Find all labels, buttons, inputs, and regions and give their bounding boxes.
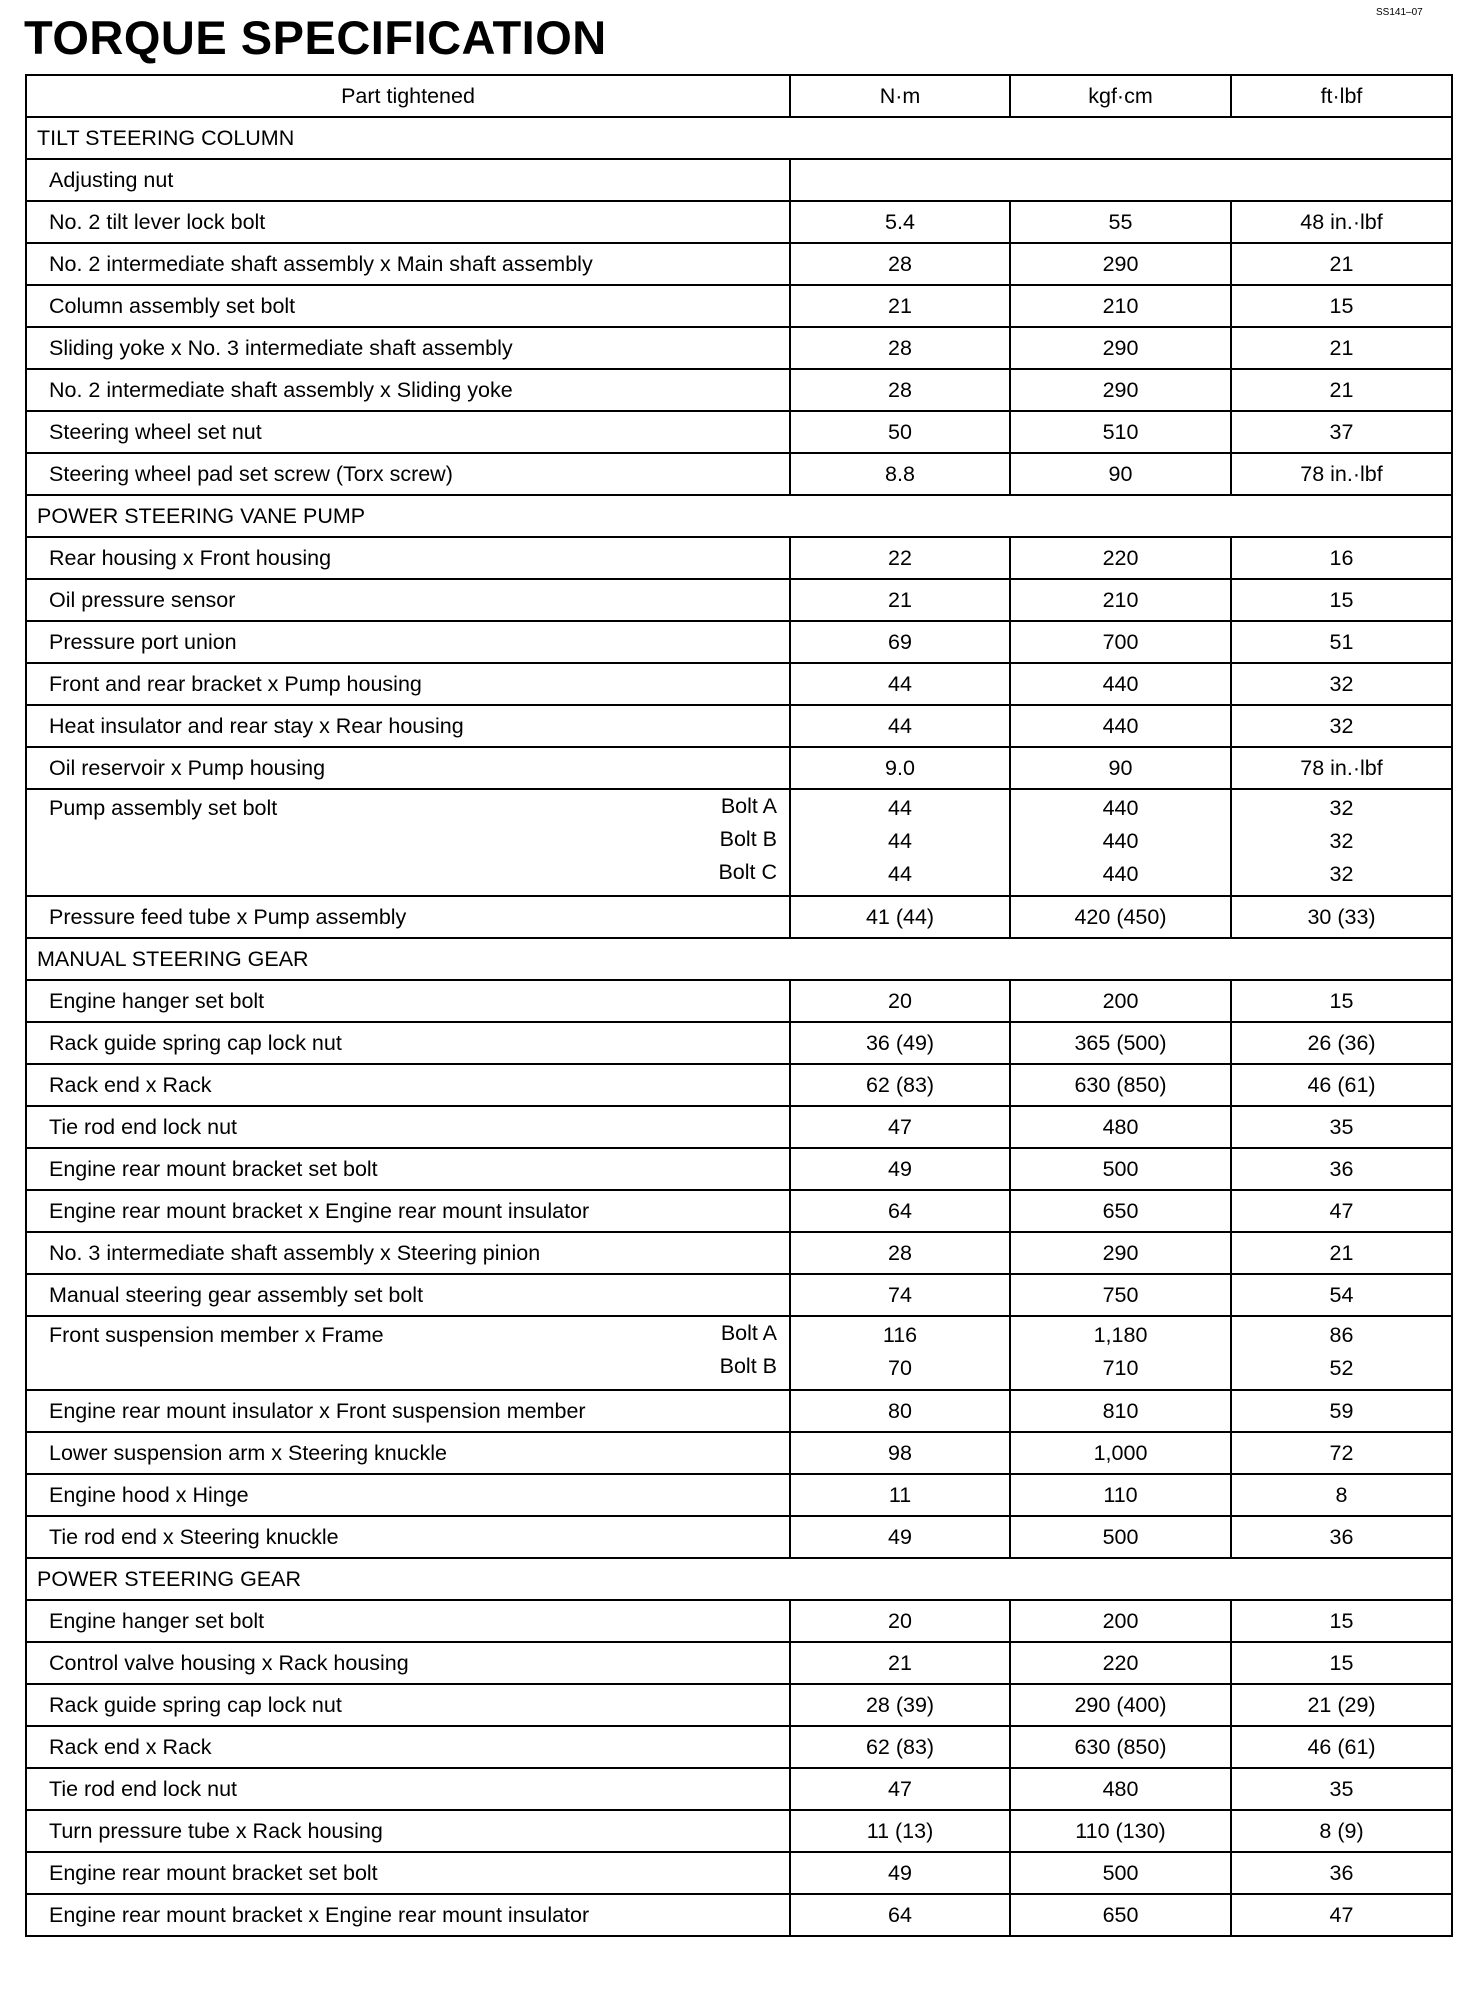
table-row: [26, 453, 1452, 495]
value-kgf: 210: [1010, 579, 1231, 621]
part-name: Tie rod end lock nut: [26, 1768, 790, 1810]
part-name: Engine hood x Hinge: [26, 1474, 790, 1516]
value-ft: 15: [1231, 1600, 1452, 1642]
value-kgf: 200: [1010, 1600, 1231, 1642]
value-ft: 15: [1231, 980, 1452, 1022]
value-nm: 44: [790, 663, 1010, 705]
value-ft: 21: [1231, 1232, 1452, 1274]
value-kgf: 200: [1010, 980, 1231, 1022]
table-row: [26, 1600, 1452, 1642]
value-ft: 35: [1231, 1768, 1452, 1810]
value-nm: 62 (83): [790, 1726, 1010, 1768]
value-nm: 74: [790, 1274, 1010, 1316]
table-header-row: [26, 75, 1452, 117]
document-code: SS141–07: [1376, 7, 1423, 18]
value-nm: 28 (39): [790, 1684, 1010, 1726]
section-row: [26, 495, 1452, 537]
value-nm: 49: [790, 1516, 1010, 1558]
torque-table: [25, 74, 1453, 1937]
value-kgf: 810: [1010, 1390, 1231, 1432]
table-row: [26, 537, 1452, 579]
value-kgf: 440: [1102, 796, 1139, 820]
table-row: [26, 285, 1452, 327]
part-name: Engine hanger set bolt: [26, 1600, 790, 1642]
table-row: [26, 1852, 1452, 1894]
value-ft: 15: [1231, 1642, 1452, 1684]
table-row: [26, 1474, 1452, 1516]
part-name: Sliding yoke x No. 3 intermediate shaft assembly: [26, 327, 790, 369]
value-nm: 44: [790, 705, 1010, 747]
part-name: Rack guide spring cap lock nut: [26, 1684, 790, 1726]
section-row: [26, 1558, 1452, 1600]
value-kgf: 290 (400): [1010, 1684, 1231, 1726]
bolt-label: Bolt A: [720, 1321, 777, 1345]
page-title: TORQUE SPECIFICATION: [24, 11, 607, 64]
value-kgf: 440: [1102, 829, 1139, 853]
part-name: Steering wheel set nut: [26, 411, 790, 453]
table-row: [26, 896, 1452, 938]
table-row: [26, 1684, 1452, 1726]
table-row: [26, 1390, 1452, 1432]
table-row: [26, 1274, 1452, 1316]
value-kgf: 90: [1010, 747, 1231, 789]
value-kgf: 440: [1010, 705, 1231, 747]
value-kgf: 500: [1010, 1852, 1231, 1894]
value-ft: 30 (33): [1231, 896, 1452, 938]
part-name: Pressure feed tube x Pump assembly: [26, 896, 790, 938]
value-ft: 51: [1231, 621, 1452, 663]
table-row: [26, 1064, 1452, 1106]
part-name: Turn pressure tube x Rack housing: [26, 1810, 790, 1852]
value-nm: 44: [888, 862, 912, 886]
value-ft: 21 (29): [1231, 1684, 1452, 1726]
value-nm: 5.4: [790, 201, 1010, 243]
value-ft: 59: [1231, 1390, 1452, 1432]
value-nm: 50: [790, 411, 1010, 453]
part-name: Engine rear mount insulator x Front suspension member: [26, 1390, 790, 1432]
value-kgf: 480: [1010, 1768, 1231, 1810]
table-row: [26, 327, 1452, 369]
value-nm: 47: [790, 1106, 1010, 1148]
table-row: [26, 1148, 1452, 1190]
table-row: [26, 159, 1452, 201]
value-nm: 44: [888, 796, 912, 820]
value-ft: 32: [1231, 705, 1452, 747]
value-kgf: 630 (850): [1010, 1726, 1231, 1768]
part-name: Rack end x Rack: [26, 1726, 790, 1768]
value-ft: 36: [1231, 1852, 1452, 1894]
value-nm: 98: [790, 1432, 1010, 1474]
value-ft: 78 in.·lbf: [1231, 747, 1452, 789]
bolt-label: Bolt A: [720, 794, 777, 818]
table-row: [26, 1642, 1452, 1684]
value-ft: 36: [1231, 1148, 1452, 1190]
value-ft: 52: [1329, 1356, 1354, 1380]
part-name: Steering wheel pad set screw (Torx screw): [26, 453, 790, 495]
header-kgf-cm: kgf·cm: [1010, 75, 1231, 117]
value-kgf: 440: [1102, 862, 1139, 886]
table-row: [26, 1894, 1452, 1936]
value-kgf: 110: [1010, 1474, 1231, 1516]
value-ft: 35: [1231, 1106, 1452, 1148]
part-name: Column assembly set bolt: [26, 285, 790, 327]
part-name: No. 3 intermediate shaft assembly x Steering pinion: [26, 1232, 790, 1274]
part-name: Engine hanger set bolt: [26, 980, 790, 1022]
value-ft: 32: [1329, 796, 1354, 820]
value-ft: 48 in.·lbf: [1231, 201, 1452, 243]
table-row: [26, 201, 1452, 243]
value-kgf: 290: [1010, 327, 1231, 369]
value-kgf: 290: [1010, 243, 1231, 285]
bolt-label: Bolt B: [719, 1354, 777, 1378]
value-kgf-cell: [1010, 1316, 1231, 1390]
table-row: [26, 980, 1452, 1022]
table-row: [26, 789, 1452, 896]
value-ft: 21: [1231, 243, 1452, 285]
value-nm: 28: [790, 1232, 1010, 1274]
part-name: Pressure port union: [26, 621, 790, 663]
value-nm: 64: [790, 1894, 1010, 1936]
value-nm: 41 (44): [790, 896, 1010, 938]
value-ft: 86: [1329, 1323, 1354, 1347]
value-kgf: 420 (450): [1010, 896, 1231, 938]
value-kgf: 1,180: [1093, 1323, 1148, 1347]
part-name: Engine rear mount bracket set bolt: [26, 1148, 790, 1190]
table-row: [26, 1432, 1452, 1474]
table-row: [26, 1726, 1452, 1768]
table-row: [26, 1768, 1452, 1810]
part-name: Front suspension member x Frame: [49, 1323, 384, 1347]
value-nm-cell: [790, 1316, 1010, 1390]
value-kgf: 750: [1010, 1274, 1231, 1316]
value-nm: 21: [790, 579, 1010, 621]
table-row: [26, 1316, 1452, 1390]
part-name: Pump assembly set bolt: [49, 796, 278, 820]
table-row: [26, 1106, 1452, 1148]
table-row: [26, 579, 1452, 621]
value-nm: 47: [790, 1768, 1010, 1810]
value-nm: 49: [790, 1852, 1010, 1894]
value-ft: 32: [1329, 862, 1354, 886]
value-nm: 28: [790, 369, 1010, 411]
part-name: Engine rear mount bracket x Engine rear mount insulator: [26, 1894, 790, 1936]
bolt-label: Bolt C: [718, 860, 777, 884]
part-name: Tie rod end lock nut: [26, 1106, 790, 1148]
value-nm: 70: [888, 1356, 912, 1380]
value-ft: 72: [1231, 1432, 1452, 1474]
value-kgf: 90: [1010, 453, 1231, 495]
value-ft: 47: [1231, 1190, 1452, 1232]
part-name: Manual steering gear assembly set bolt: [26, 1274, 790, 1316]
value-kgf: 1,000: [1010, 1432, 1231, 1474]
value-nm: 21: [790, 285, 1010, 327]
table-row: [26, 1190, 1452, 1232]
value-ft: 54: [1231, 1274, 1452, 1316]
part-name: No. 2 tilt lever lock bolt: [26, 201, 790, 243]
part-name: Control valve housing x Rack housing: [26, 1642, 790, 1684]
header-ft-lbf: ft·lbf: [1231, 75, 1452, 117]
value-kgf: 500: [1010, 1148, 1231, 1190]
value-nm: 21: [790, 1642, 1010, 1684]
value-ft: 21: [1231, 327, 1452, 369]
part-name: Heat insulator and rear stay x Rear housing: [26, 705, 790, 747]
part-name: Rack end x Rack: [26, 1064, 790, 1106]
value-kgf: 110 (130): [1010, 1810, 1231, 1852]
value-ft-cell: [1231, 789, 1452, 896]
value-ft: 8: [1231, 1474, 1452, 1516]
value-ft: 47: [1231, 1894, 1452, 1936]
value-nm: 62 (83): [790, 1064, 1010, 1106]
part-name: Lower suspension arm x Steering knuckle: [26, 1432, 790, 1474]
value-nm: 11 (13): [790, 1810, 1010, 1852]
part-name: Rack guide spring cap lock nut: [26, 1022, 790, 1064]
part-name: Adjusting nut: [26, 159, 790, 201]
value-nm: 11: [790, 1474, 1010, 1516]
part-name: Engine rear mount bracket x Engine rear mount insulator: [26, 1190, 790, 1232]
value-kgf: 510: [1010, 411, 1231, 453]
part-name: Front and rear bracket x Pump housing: [26, 663, 790, 705]
value-kgf: 220: [1010, 537, 1231, 579]
value-kgf: 220: [1010, 1642, 1231, 1684]
value-kgf: 700: [1010, 621, 1231, 663]
value-ft: 36: [1231, 1516, 1452, 1558]
part-name: No. 2 intermediate shaft assembly x Sliding yoke: [26, 369, 790, 411]
section-title: MANUAL STEERING GEAR: [26, 938, 1452, 980]
table-row: [26, 1810, 1452, 1852]
value-ft: 8 (9): [1231, 1810, 1452, 1852]
value-nm: 116: [882, 1323, 918, 1347]
value-kgf: 290: [1010, 369, 1231, 411]
value-ft: 78 in.·lbf: [1231, 453, 1452, 495]
header-nm: N·m: [790, 75, 1010, 117]
part-name: Engine rear mount bracket set bolt: [26, 1852, 790, 1894]
part-name-cell: [26, 1316, 790, 1390]
value-kgf: 290: [1010, 1232, 1231, 1274]
value-nm: 9.0: [790, 747, 1010, 789]
value-kgf: 365 (500): [1010, 1022, 1231, 1064]
value-ft: 32: [1329, 829, 1354, 853]
value-nm: 28: [790, 327, 1010, 369]
table-row: [26, 747, 1452, 789]
value-ft: 16: [1231, 537, 1452, 579]
section-title: POWER STEERING GEAR: [26, 1558, 1452, 1600]
part-name: Oil reservoir x Pump housing: [26, 747, 790, 789]
bolt-label: Bolt B: [719, 827, 777, 851]
value-nm: 69: [790, 621, 1010, 663]
value-kgf: 630 (850): [1010, 1064, 1231, 1106]
table-row: [26, 411, 1452, 453]
value-kgf: 210: [1010, 285, 1231, 327]
value-nm: 20: [790, 980, 1010, 1022]
value-nm: 80: [790, 1390, 1010, 1432]
value-kgf: 55: [1010, 201, 1231, 243]
value-nm: 64: [790, 1190, 1010, 1232]
value-kgf-cell: [1010, 789, 1231, 896]
bolt-labels: [718, 790, 777, 884]
value-kgf: 650: [1010, 1894, 1231, 1936]
table-row: [26, 1022, 1452, 1064]
section-row: [26, 938, 1452, 980]
value-ft: 15: [1231, 579, 1452, 621]
part-name: Rear housing x Front housing: [26, 537, 790, 579]
value-ft-cell: [1231, 1316, 1452, 1390]
value-ft: 32: [1231, 663, 1452, 705]
value-nm: 28: [790, 243, 1010, 285]
table-row: [26, 1232, 1452, 1274]
value-kgf: 440: [1010, 663, 1231, 705]
merged-value-cell: [790, 159, 1452, 201]
section-title: POWER STEERING VANE PUMP: [26, 495, 1452, 537]
table-row: [26, 369, 1452, 411]
value-nm: 49: [790, 1148, 1010, 1190]
table-row: [26, 663, 1452, 705]
bolt-labels: [719, 1317, 777, 1378]
value-kgf: 710: [1102, 1356, 1139, 1380]
table-row: [26, 621, 1452, 663]
value-nm: 22: [790, 537, 1010, 579]
value-nm: 20: [790, 1600, 1010, 1642]
value-kgf: 500: [1010, 1516, 1231, 1558]
value-ft: 46 (61): [1231, 1064, 1452, 1106]
value-nm: 8.8: [790, 453, 1010, 495]
part-name: Tie rod end x Steering knuckle: [26, 1516, 790, 1558]
value-nm-cell: [790, 789, 1010, 896]
section-title: TILT STEERING COLUMN: [26, 117, 1452, 159]
value-ft: 37: [1231, 411, 1452, 453]
value-nm: 36 (49): [790, 1022, 1010, 1064]
value-ft: 26 (36): [1231, 1022, 1452, 1064]
part-name: Oil pressure sensor: [26, 579, 790, 621]
part-name-cell: [26, 789, 790, 896]
value-kgf: 650: [1010, 1190, 1231, 1232]
header-part-tightened: Part tightened: [26, 75, 790, 117]
value-ft: 21: [1231, 369, 1452, 411]
table-row: [26, 1516, 1452, 1558]
table-row: [26, 243, 1452, 285]
value-ft: 46 (61): [1231, 1726, 1452, 1768]
value-nm: 44: [888, 829, 912, 853]
value-ft: 15: [1231, 285, 1452, 327]
section-row: [26, 117, 1452, 159]
value-kgf: 480: [1010, 1106, 1231, 1148]
table-body: [26, 117, 1452, 1936]
table-row: [26, 705, 1452, 747]
part-name: No. 2 intermediate shaft assembly x Main shaft assembly: [26, 243, 790, 285]
